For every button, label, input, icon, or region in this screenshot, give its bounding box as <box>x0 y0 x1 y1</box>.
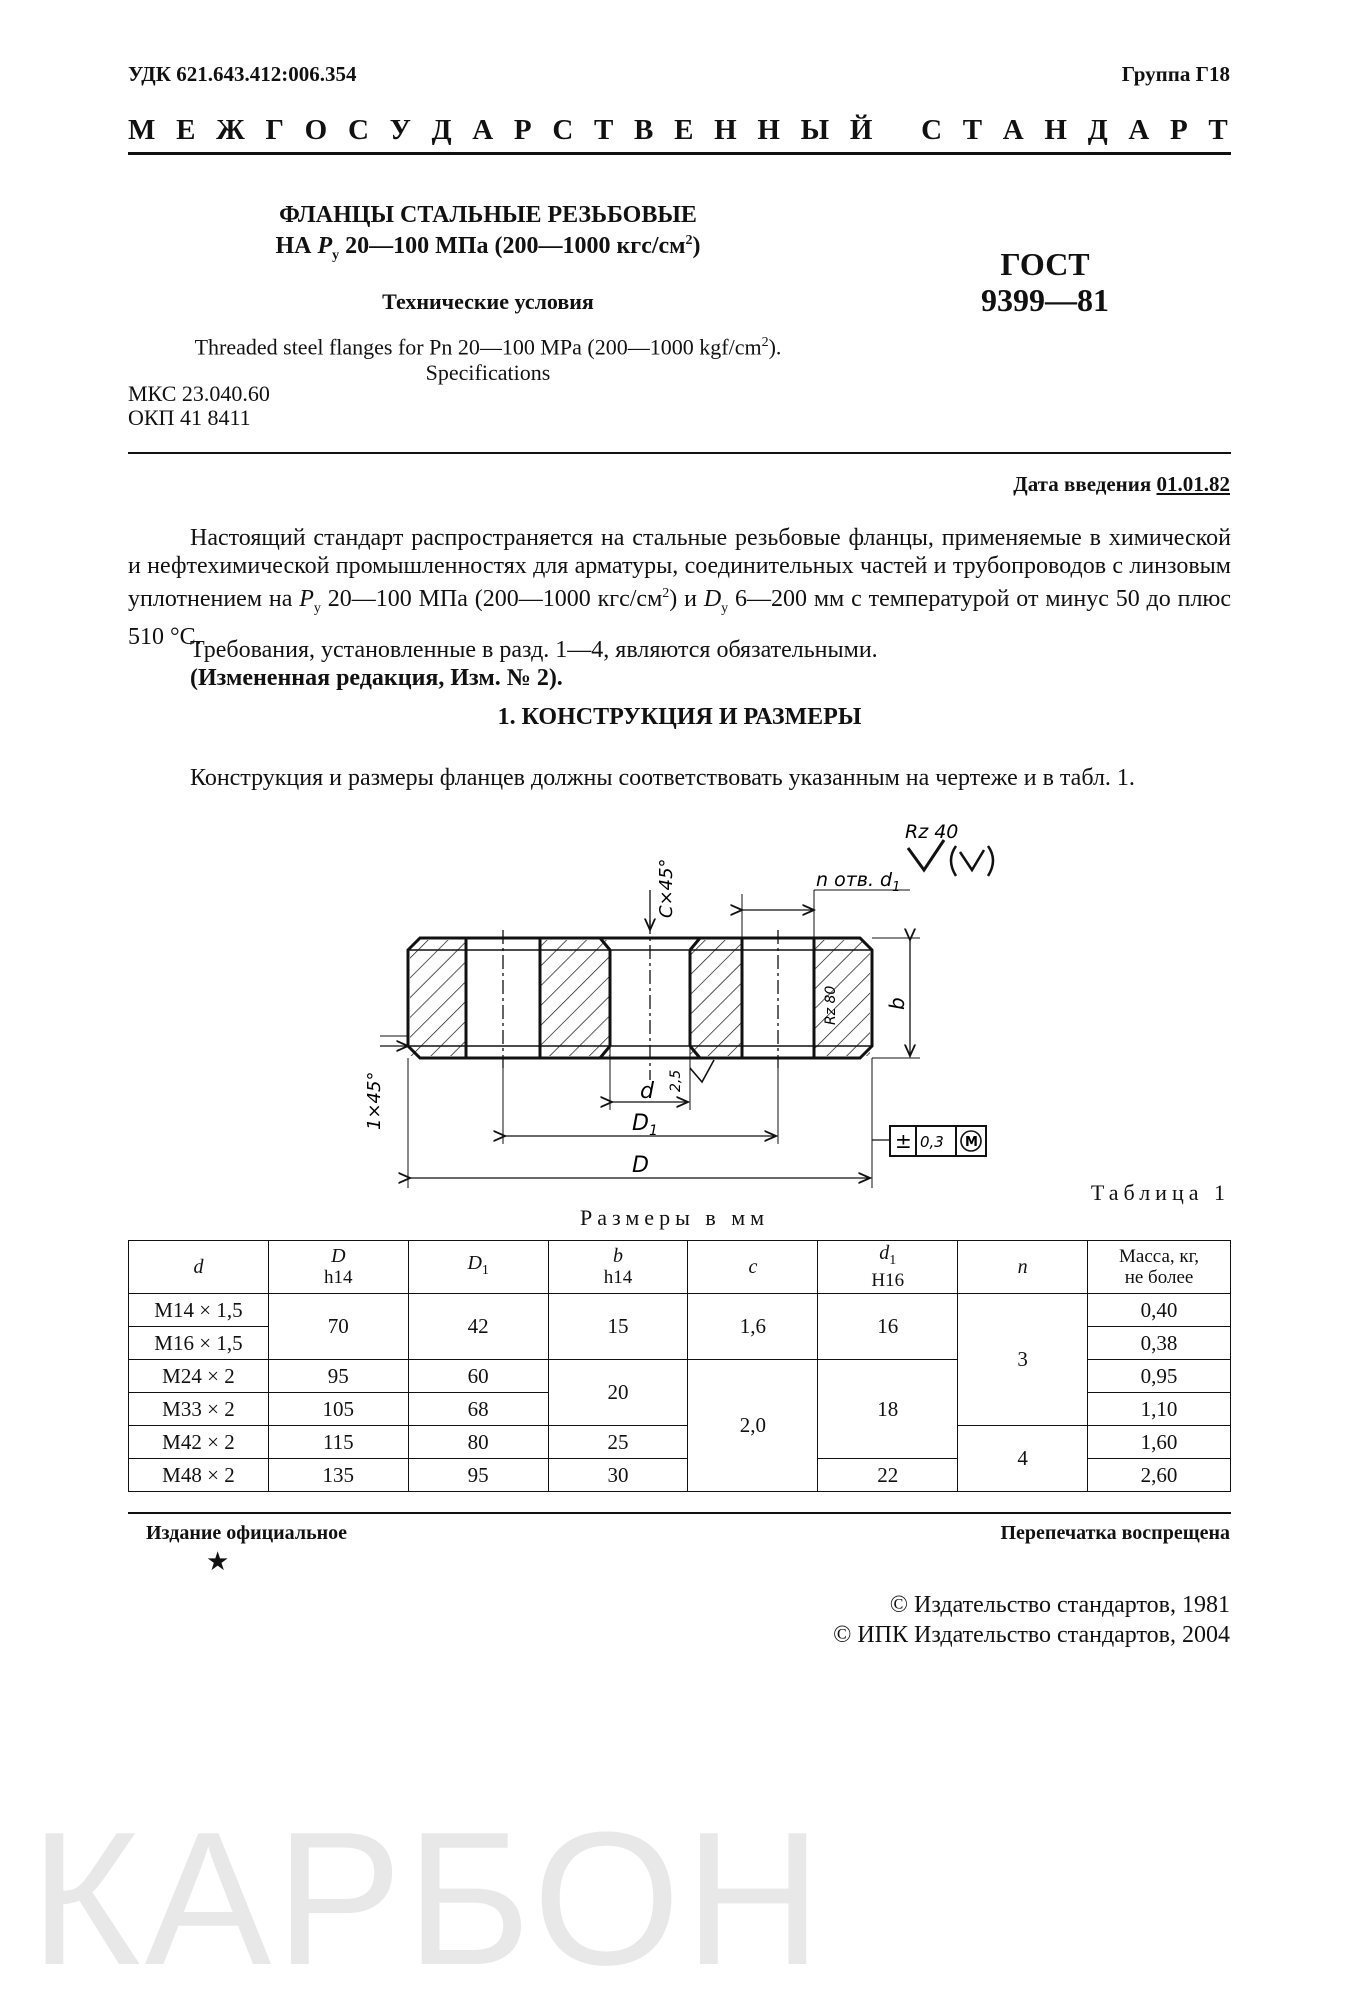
heading-letter: С <box>552 114 574 146</box>
classification-codes <box>128 382 270 430</box>
table-units: Размеры в мм <box>580 1205 770 1230</box>
table-row: M14 × 1,5 70 42 15 1,6 16 3 0,40 <box>129 1294 1231 1327</box>
introduction-date: Дата введения 01.01.82 <box>1013 472 1230 496</box>
okp-code: ОКП 41 8411 <box>128 405 251 430</box>
header-D1: $D_1$ <box>408 1241 548 1294</box>
heading-letter: С <box>921 114 943 146</box>
interstate-standard-heading <box>128 114 1228 147</box>
heading-letter: Т <box>1208 114 1228 146</box>
header-d: d <box>129 1241 269 1294</box>
table-row: M42 × 2 115 80 25 4 1,60 <box>129 1426 1231 1459</box>
heading-letter: Н <box>714 114 737 146</box>
svg-text:M: M <box>965 1135 978 1150</box>
dimension-d-label: d <box>640 1079 654 1104</box>
heading-letter <box>893 114 900 147</box>
svg-text:±: ± <box>895 1129 912 1153</box>
heading-letter: Д <box>1087 114 1108 146</box>
copyright-1981: © Издательство стандартов, 1981 <box>889 1592 1230 1618</box>
chamfer-c-label: C×45° <box>656 858 677 918</box>
watermark: КАРБОН <box>30 1793 826 2005</box>
hatch-inner-left <box>540 940 610 1056</box>
official-edition-label: Издание официальное <box>146 1522 348 1544</box>
flange-drawing <box>320 810 1080 1190</box>
heading-letter: Й <box>849 114 873 146</box>
title-subtitle: Технические условия <box>382 288 594 314</box>
heading-letter: Г <box>265 114 284 146</box>
heading-letter: Р <box>513 114 532 146</box>
roughness-rest-icon <box>951 846 993 876</box>
roughness-2-5-label: 2,5 <box>668 1069 684 1092</box>
group-code: Группа Г18 <box>1121 62 1230 86</box>
flange-section <box>408 938 872 1058</box>
table-row: M48 × 2 135 95 30 22 2,60 <box>129 1459 1231 1492</box>
heading-letter: Р <box>1170 114 1188 146</box>
position-tolerance-frame <box>890 1126 986 1156</box>
heading-letter: Н <box>1044 114 1067 146</box>
footer-rule <box>128 1512 1231 1514</box>
dimension-b-label: b <box>885 997 909 1010</box>
header-n: n <box>958 1241 1088 1294</box>
star-icon: ★ <box>206 1547 230 1576</box>
roughness-rz80-label: Rz 80 <box>823 985 839 1025</box>
mks-code: МКС 23.040.60 <box>128 381 270 406</box>
chamfer-1-label: 1×45° <box>364 1071 385 1130</box>
header-rule <box>128 152 1231 155</box>
table-caption: Таблица 1 <box>1090 1180 1230 1205</box>
dimensions-table <box>128 1240 1231 1492</box>
heading-letter: У <box>389 114 411 146</box>
heading-letter: Т <box>962 114 983 146</box>
scope-paragraph: Настоящий стандарт распространяется на стальные резьбовые фланцы, применяемые в химической и нефтехимической промышленностях для арматуры, соединительных частей и трубопроводов с линзовым уплотнением на $P_у$ 20—100 МПа (200—1000 кгс/$см^2$) и $D_у$ 6—200 мм с температурой от минус 50 до плюс 510 °С. <box>128 525 1232 650</box>
heading-letter: В <box>634 114 654 146</box>
heading-letter: А <box>472 114 494 146</box>
header-D: D h14 <box>268 1241 408 1294</box>
table-header-row <box>129 1241 1231 1294</box>
copyright-block <box>833 1590 1230 1650</box>
hatch-left <box>410 940 466 1056</box>
heading-letter: Ы <box>800 114 830 146</box>
heading-letter: Д <box>431 114 452 146</box>
dimension-d1-label: $D_1$ <box>632 1111 658 1139</box>
heading-letter: Н <box>757 114 780 146</box>
heading-letter: А <box>1128 114 1150 146</box>
copyright-2004: © ИПК Издательство стандартов, 2004 <box>833 1622 1230 1648</box>
heading-letter: Ж <box>216 114 245 146</box>
requirements-paragraph: Требования, установленные в разд. 1—4, являются обязательными. <box>190 637 878 663</box>
gost-number: ГОСТ 9399—81 <box>981 246 1109 318</box>
svg-text:0,3: 0,3 <box>920 1133 944 1151</box>
roughness-check-icon <box>908 840 944 870</box>
design-paragraph: Конструкция и размеры фланцев должны соответствовать указанным на чертеже и в табл. 1. <box>190 765 1135 791</box>
header-mass: Масса, кг, не более <box>1088 1241 1231 1294</box>
roughness-rz40-label: Rz 40 <box>905 821 959 843</box>
table-row: M16 × 1,5 0,38 <box>129 1327 1231 1360</box>
heading-letter: А <box>1002 114 1024 146</box>
reprint-forbidden-label: Перепечатка воспрещена <box>1000 1522 1230 1544</box>
section-1-title: 1. КОНСТРУКЦИЯ И РАЗМЕРЫ <box>497 704 862 730</box>
amendment-note: (Измененная редакция, Изм. № 2). <box>190 665 563 691</box>
header-d1: $d_1$ H16 <box>818 1241 958 1294</box>
dimension-D-label: D <box>632 1153 649 1178</box>
hatch-inner-right <box>690 940 742 1056</box>
heading-letter: Е <box>176 114 196 146</box>
holes-label: n отв. $d_1$ <box>816 869 901 895</box>
title-line-1: ФЛАНЦЫ СТАЛЬНЫЕ РЕЗЬБОВЫЕ <box>279 202 697 228</box>
table-row: M24 × 2 95 60 20 2,0 18 0,95 <box>129 1360 1231 1393</box>
table-row: M33 × 2 105 68 1,10 <box>129 1393 1231 1426</box>
heading-letter: Т <box>593 114 614 146</box>
udk-code: УДК 621.643.412:006.354 <box>128 62 357 86</box>
header-b: b h14 <box>548 1241 688 1294</box>
title-line-2: НА $P_у$ 20—100 МПа (200—1000 кгс/$см^2$) <box>275 233 701 263</box>
heading-letter: Е <box>674 114 694 146</box>
document-title <box>128 202 848 315</box>
title-rule <box>128 452 1231 454</box>
heading-letter: М <box>128 114 156 146</box>
header-c: c <box>688 1241 818 1294</box>
heading-letter: О <box>304 114 328 146</box>
english-title: Threaded steel flanges for Pn 20—100 MPa (200—1000 kgf/$cm^2$). Specifications <box>194 334 782 386</box>
heading-letter: С <box>347 114 369 146</box>
